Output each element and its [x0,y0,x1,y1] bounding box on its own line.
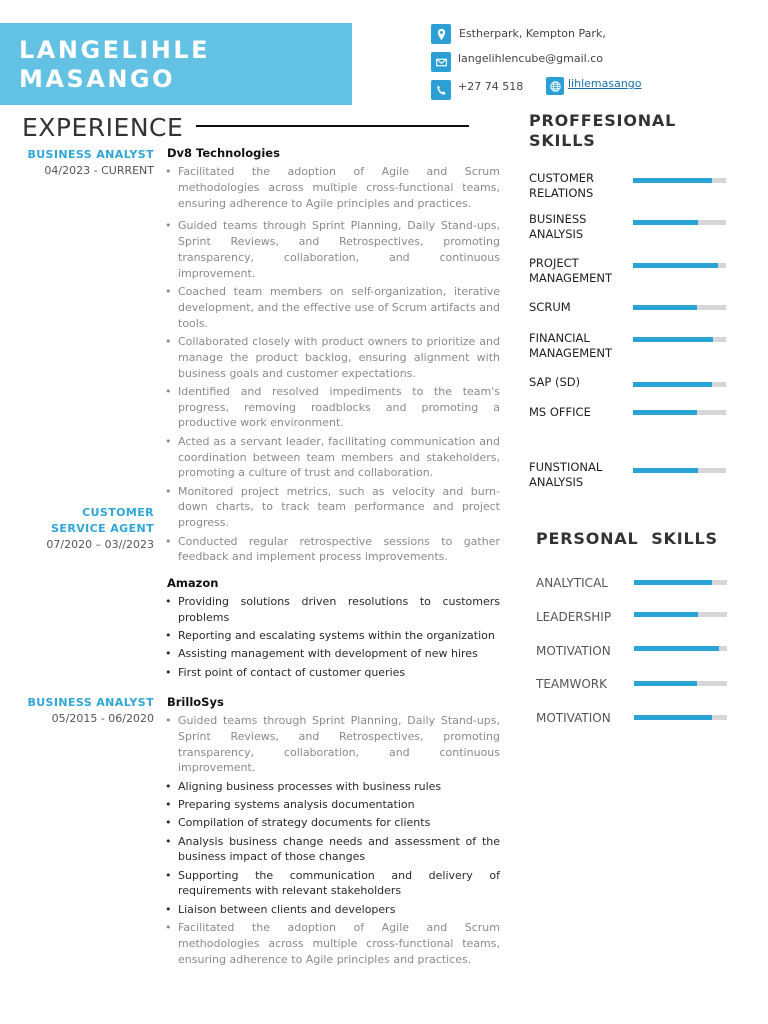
skill-label-line: PROJECT [529,256,579,270]
list-item: • Identified and resolved impediments to the team's progress, removing roadblocks and promoting a productive work environment. [163,384,500,431]
phone-icon [431,80,451,100]
last-name: MASANGO [19,65,176,93]
skill-label-line: MS OFFICE [529,405,591,419]
company-name: BrilloSys [167,695,224,709]
job-title-line: SERVICE AGENT [51,522,154,535]
skill-label: ANALYTICAL [536,576,608,590]
skill-label [529,300,571,315]
list-item: • First point of contact of customer queries [163,665,500,681]
skill-label: LEADERSHIP [536,610,612,624]
list-item: • Facilitated the adoption of Agile and Scrum methodologies across multiple cross-functional teams, ensuring adherence to Agile principles and practices. [163,164,500,211]
skill-bar [633,337,726,342]
skill-label [529,212,586,241]
job-date: 05/2015 - 06/2020 [51,712,154,725]
list-item: • Compilation of strategy documents for clients [163,815,500,831]
skill-label-line: FINANCIAL [529,331,590,345]
list-item: • Acted as a servant leader, facilitating communication and coordination between team members and stakeholders, promoting a culture of trust and collaboration. [163,434,500,481]
company-name: Amazon [167,576,219,590]
job-title [51,505,154,537]
list-item: • Aligning business processes with business rules [163,779,500,795]
address-text: Estherpark, Kempton Park, [459,27,606,40]
list-item: • Assisting management with development of new hires [163,646,500,662]
phone-text: +27 74 518 [458,80,524,93]
experience-heading: EXPERIENCE [22,113,184,142]
skill-bar-fill [634,612,698,617]
skill-label: TEAMWORK [536,677,607,691]
skill-bar-fill [634,580,712,585]
skill-label-line: SCRUM [529,300,571,314]
list-item: • Reporting and escalating systems within the organization [163,628,500,644]
list-item: • Guided teams through Sprint Planning, Daily Stand-ups, Sprint Reviews, and Retrospectives, promoting transparency, collaboration, and continuous improvement. [163,713,500,776]
skill-label [529,405,591,420]
skill-label [529,375,580,390]
list-item: • Liaison between clients and developers [163,902,500,918]
skill-bar-fill [633,468,698,473]
personal-skills-heading: PERSONAL SKILLS [536,529,718,548]
job-date: 04/2023 - CURRENT [44,164,154,177]
job-bullets [163,594,500,683]
list-item: • Supporting the communication and delivery of requirements with relevant stakeholders [163,868,500,900]
heading-line: SKILLS [529,131,596,150]
list-item: • Preparing systems analysis documentation [163,797,500,813]
skill-bar-fill [634,715,712,720]
skill-bar [633,220,726,225]
skill-label-line: ANALYSIS [529,226,584,241]
list-item: • Providing solutions driven resolutions to customers problems [163,594,500,626]
skill-label [529,256,612,285]
job-title: BUSINESS ANALYST [27,696,154,709]
skill-bar [633,305,726,310]
skill-label: MOTIVATION [536,644,611,658]
skill-bar [633,410,726,415]
skill-bar-fill [633,178,712,183]
skill-bar-fill [633,220,698,225]
skill-bar [634,715,727,720]
skill-label [529,460,602,489]
website-link[interactable]: lihlemasango [568,77,642,90]
job-bullets [163,713,500,970]
skill-label: MOTIVATION [536,711,611,725]
skill-bar-fill [633,263,718,268]
skill-label-line: MANAGEMENT [529,345,613,360]
skill-bar [634,612,727,617]
skill-bar-fill [634,681,697,686]
first-name: LANGELIHLE [19,36,211,64]
skill-bar [633,263,726,268]
list-item: • Analysis business change needs and assessment of the business impact of those changes [163,834,500,866]
skill-label-line: CUSTOMER [529,171,595,185]
company-name: Dv8 Technologies [167,146,280,160]
professional-skills-heading [529,111,676,151]
job-date: 07/2020 – 03//2023 [46,538,154,551]
skill-bar-fill [633,410,697,415]
email-text[interactable]: langelihlencube@gmail.co [458,52,603,65]
skill-bar-fill [633,305,697,310]
skill-bar [633,178,726,183]
skill-bar [634,580,727,585]
globe-icon [546,77,564,95]
job-bullets [163,164,500,568]
list-item: • Coached team members on self-organization, iterative development, and the effective use of Scrum artifacts and tools. [163,284,500,331]
skill-bar [633,468,726,473]
skill-label-line: FUNSTIONAL [529,460,603,474]
skill-bar-fill [634,646,719,651]
name-banner [0,23,352,105]
skill-label-line: RELATIONS [529,185,594,200]
skill-label [529,331,612,360]
job-title: BUSINESS ANALYST [27,148,154,161]
skill-bar [634,681,727,686]
list-item: • Monitored project metrics, such as velocity and burn-down charts, to track team performance and project progress. [163,484,500,531]
skill-bar [634,646,727,651]
skill-label-line: SAP (SD) [529,375,581,389]
experience-divider [196,125,469,127]
job-title-line: CUSTOMER [82,506,154,519]
list-item: • Guided teams through Sprint Planning, Daily Stand-ups, Sprint Reviews, and Retrospectives, promoting transparency, collaboration, and continuous improvement. [163,218,500,281]
skill-label [529,171,594,200]
email-icon [431,52,451,72]
skill-label-line: BUSINESS [529,212,587,226]
skill-bar [633,382,726,387]
skill-label-line: ANALYSIS [529,474,584,489]
list-item: • Conducted regular retrospective sessions to gather feedback and implement process improvements. [163,534,500,566]
list-item: • Facilitated the adoption of Agile and Scrum methodologies across multiple cross-functional teams, ensuring adherence to Agile principles and practices. [163,920,500,967]
skill-bar-fill [633,337,713,342]
heading-line: PROFFESIONAL [529,111,677,130]
skill-bar-fill [633,382,712,387]
list-item: • Collaborated closely with product owners to prioritize and manage the product backlog, ensuring alignment with business goals and customer expectations. [163,334,500,381]
skill-label-line: MANAGEMENT [529,270,613,285]
location-icon [431,24,451,44]
